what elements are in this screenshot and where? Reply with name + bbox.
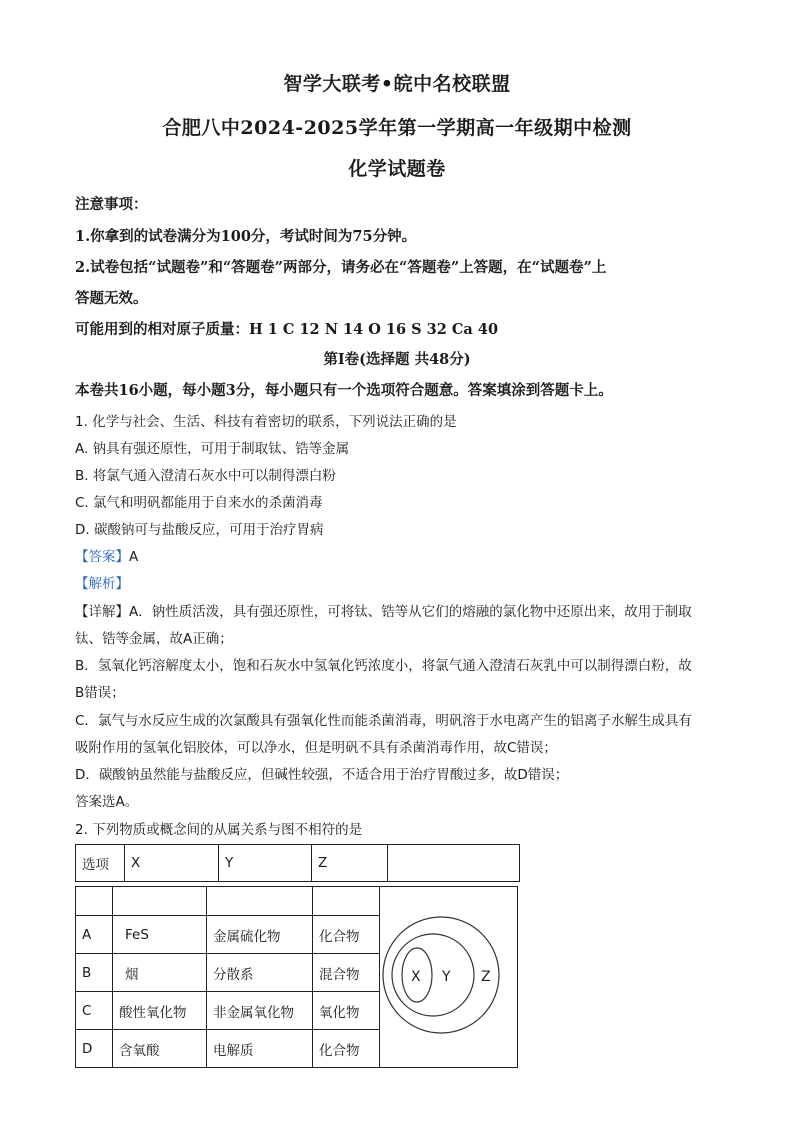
notice-item-2: 2.试卷包括“试题卷”和“答题卷”两部分，请务必在“答题卷”上答题，在“试题卷”上 — [75, 259, 607, 276]
option-label: C — [76, 992, 113, 1030]
venn-label-y: Y — [442, 969, 451, 985]
q2-options-table — [75, 886, 380, 1068]
cell-y: 非金属氧化物 — [207, 992, 313, 1030]
header-cell — [388, 845, 520, 882]
venn-label-z: Z — [481, 969, 491, 985]
notice-heading: 注意事项： — [75, 196, 148, 213]
venn-diagram-cell — [378, 886, 518, 1068]
cell-z: 混合物 — [313, 954, 380, 992]
cell-y: 分散系 — [207, 954, 313, 992]
table-row — [76, 845, 520, 882]
table-row — [76, 1030, 380, 1068]
header-alliance: 智学大联考•皖中名校联盟 — [283, 73, 511, 95]
cell-x: FeS — [113, 916, 207, 954]
option-label: D — [76, 1030, 113, 1068]
option-label: B — [76, 954, 113, 992]
header-subject: 化学试题卷 — [348, 158, 446, 180]
cell-x: 酸性氧化物 — [113, 992, 207, 1030]
venn-diagram — [378, 887, 517, 1068]
analysis-label: 【解析】 — [75, 576, 129, 592]
section-instruction: 本卷共16小题，每小题3分，每小题只有一个选项符合题意。答案填涂到答题卡上。 — [75, 382, 613, 399]
q1-detail-2: 钛、锆等金属，故A正确； — [75, 631, 233, 647]
atomic-masses: 可能用到的相对原子质量：H 1 C 12 N 14 O 16 S 32 Ca 40 — [75, 321, 499, 338]
cell-z: 化合物 — [313, 1030, 380, 1068]
q1-detail-1: 【详解】A．钠性质活泼，具有强还原性，可将钛、锆等从它们的熔融的氯化物中还原出来，故用于制取 — [75, 604, 692, 620]
cell-y: 电解质 — [207, 1030, 313, 1068]
q1-detail-3: B．氢氧化钙溶解度太小，饱和石灰水中氢氧化钙浓度小，将氯气通入澄清石灰乳中可以制得漂白粉，故 — [75, 658, 692, 674]
q1-option-c: C. 氯气和明矾都能用于自来水的杀菌消毒 — [75, 495, 323, 511]
q1-answer: A — [129, 549, 139, 565]
q2-stem: 2. 下列物质或概念间的从属关系与图不相符的是 — [75, 822, 363, 838]
q1-option-b: B. 将氯气通入澄清石灰水中可以制得漂白粉 — [75, 468, 336, 484]
table-row — [76, 992, 380, 1030]
table-row — [76, 916, 380, 954]
header-exam-name: 合肥八中2024-2025学年第一学期高一年级期中检测 — [162, 117, 632, 139]
q1-stem: 1. 化学与社会、生活、科技有着密切的联系，下列说法正确的是 — [75, 414, 457, 430]
cell-z: 氧化物 — [313, 992, 380, 1030]
cell-x: 含氧酸 — [113, 1030, 207, 1068]
q2-header-table — [75, 844, 520, 882]
cell-x: 烟 — [113, 954, 207, 992]
cell-z: 化合物 — [313, 916, 380, 954]
option-label: A — [76, 916, 113, 954]
venn-label-x: X — [411, 969, 421, 985]
cell-y: 金属硫化物 — [207, 916, 313, 954]
header-cell: Y — [219, 845, 312, 882]
q1-detail-6: 吸附作用的氢氧化铝胶体，可以净水，但是明矾不具有杀菌消毒作用，故C错误； — [75, 740, 557, 756]
q1-option-d: D. 碳酸钠可与盐酸反应，可用于治疗胃病 — [75, 522, 324, 538]
q1-answer-line — [75, 545, 725, 565]
table-row — [76, 887, 380, 916]
header-cell: 选项 — [76, 845, 125, 882]
answer-label: 【答案】 — [75, 549, 129, 565]
notice-item-2-cont: 答题无效。 — [75, 290, 148, 307]
q1-conclusion: 答案选A。 — [75, 794, 139, 810]
q1-detail-5: C．氯气与水反应生成的次氯酸具有强氧化性而能杀菌消毒，明矾溶于水电离产生的铝离子水解生成具有 — [75, 713, 692, 729]
notice-item-1: 1.你拿到的试卷满分为100分，考试时间为75分钟。 — [75, 228, 417, 245]
table-row — [76, 954, 380, 992]
circle-y — [392, 934, 474, 1016]
section-title: 第Ⅰ卷(选择题 共48分) — [323, 351, 471, 368]
q1-option-a: A. 钠具有强还原性，可用于制取钛、锆等金属 — [75, 441, 350, 457]
header-cell: X — [125, 845, 219, 882]
header-cell: Z — [312, 845, 388, 882]
q1-detail-7: D．碳酸钠虽然能与盐酸反应，但碱性较强，不适合用于治疗胃酸过多，故D错误； — [75, 767, 569, 783]
q1-detail-4: B错误； — [75, 685, 125, 701]
